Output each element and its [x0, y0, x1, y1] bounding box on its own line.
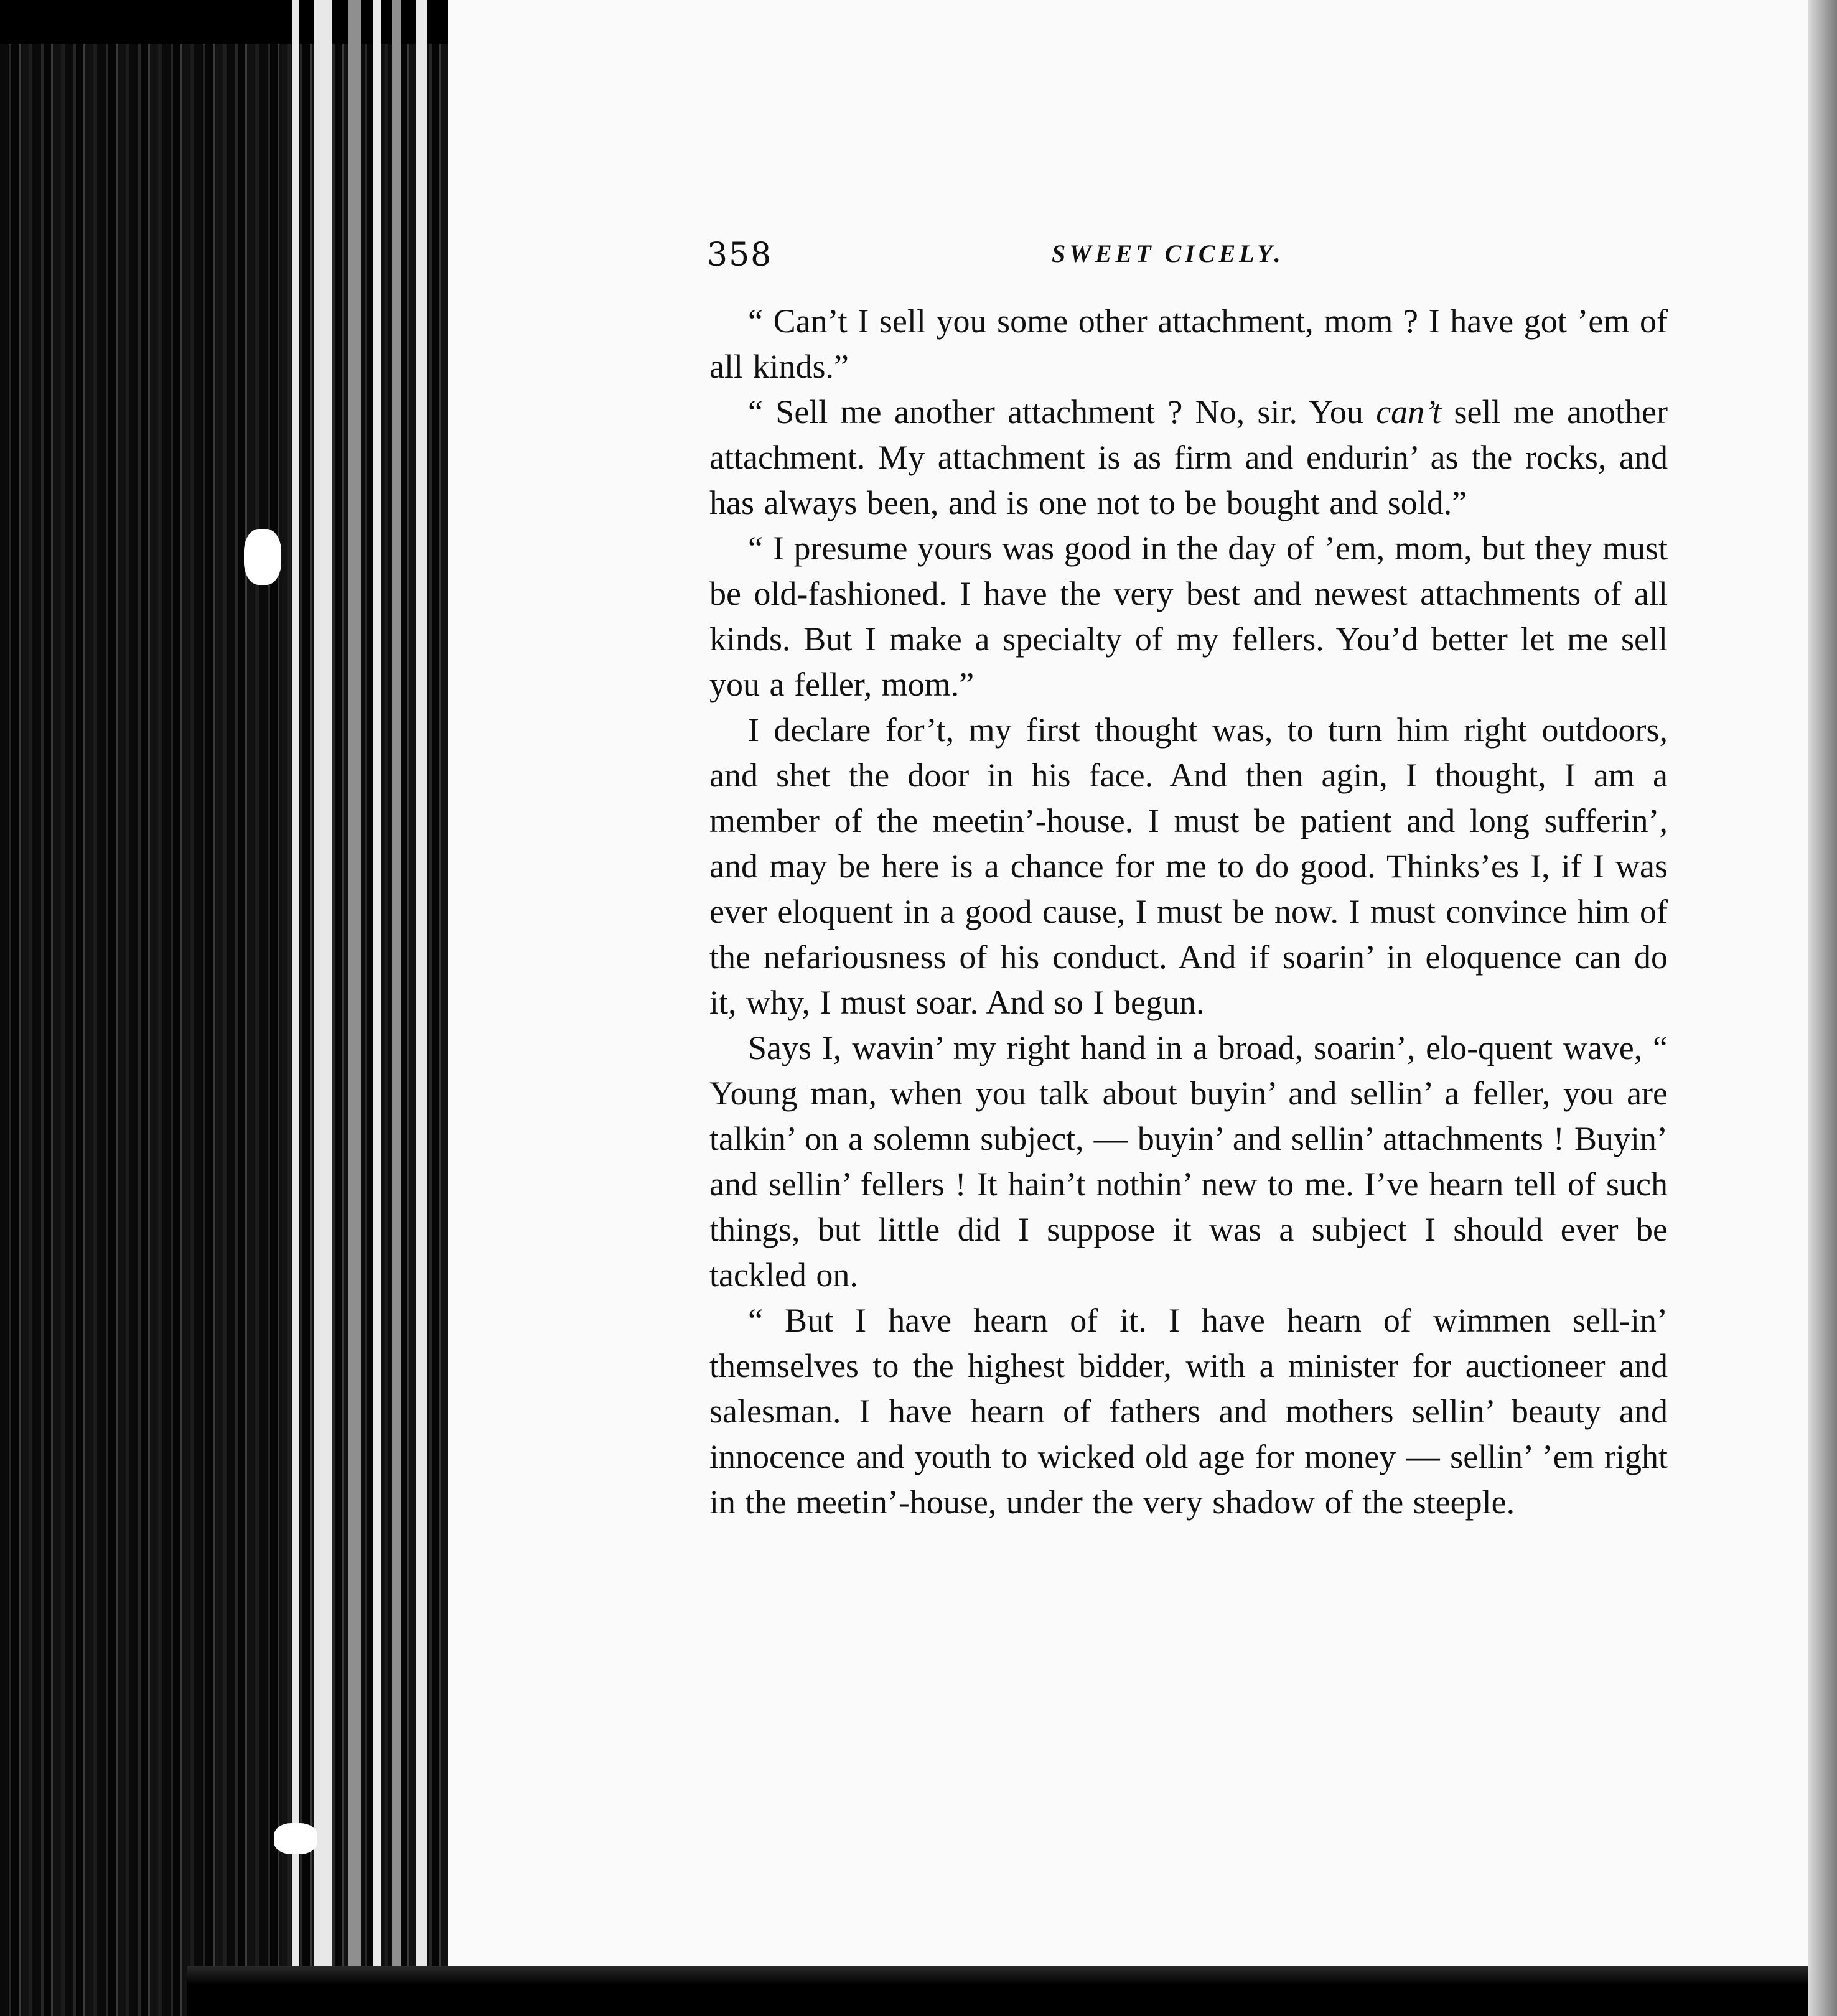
paragraph-text: sell me another attachment. My attachment is as firm and endurin’ as the rocks, and has always been, and is one not to be bought and sold.”	[709, 393, 1668, 521]
bottom-binding-shadow	[187, 1966, 1837, 2016]
running-title: SWEET CICELY.	[1052, 240, 1284, 268]
right-edge-shadow	[1808, 0, 1837, 2016]
paragraph: I declare for’t, my first thought was, to turn him right outdoors, and shet the door in his face. And then agin, I thought, I am a member of the meetin’-house. I must be patient and long sufferin’, and may be here is a chance for me to do good. Thinks’es I, if I was ever eloquent in a good cause, I must be now. I must convince him of the nefariousness of his conduct. And if soarin’ in eloquence can do it, why, I must soar. And so I begun.	[709, 711, 1668, 1021]
paragraph: “ But I have hearn of it. I have hearn of wimmen sell-in’ themselves to the highest bidder, with a minister for auctioneer and salesman. I have hearn of fathers and mothers sellin’ beauty and innocence and youth to wicked old age for money — sellin’ ’em right in the meetin’-house, under the very shadow of the steeple.	[709, 1302, 1668, 1521]
page-edge-strip	[373, 0, 381, 1979]
paragraph: “ I presume yours was good in the day of ’em, mom, but they must be old-fashioned. I have the very best and newest attachments of all kinds. But I make a specialty of my fellers. You’d better let me sell you a feller, mom.”	[709, 530, 1668, 703]
paragraph-text: “ Sell me another attachment ? No, sir. You	[748, 393, 1377, 431]
book-page-edges	[0, 0, 448, 2016]
italic-emphasis: can’t	[1376, 393, 1442, 431]
paragraph	[709, 390, 1668, 526]
page-edge-strip	[292, 0, 299, 1979]
paper-speck	[274, 1823, 317, 1854]
page-edge-strip	[392, 0, 401, 1979]
paper-speck	[244, 529, 281, 585]
book-page	[685, 224, 1680, 1525]
page-edge-strip	[314, 0, 332, 1979]
running-head	[685, 224, 1680, 280]
page-edge-strip	[348, 0, 361, 1979]
paragraph: “ Can’t I sell you some other attachment, mom ? I have got ’em of all kinds.”	[709, 302, 1668, 385]
paragraph: Says I, wavin’ my right hand in a broad, soarin’, elo-quent wave, “ Young man, when you talk about buyin’ and sellin’ a feller, you are talkin’ on a solemn subject, — buyin’ and sellin’ attachments ! Buyin’ and sellin’ fellers ! It hain’t nothin’ new to me. I’ve hearn tell of such things, but little did I suppose it was a subject I should ever be tackled on.	[709, 1029, 1668, 1294]
page-edge-strip	[416, 0, 427, 1979]
body-text	[685, 299, 1668, 1525]
page-edges-top-shadow	[0, 0, 448, 44]
page-number: 358	[707, 236, 773, 274]
